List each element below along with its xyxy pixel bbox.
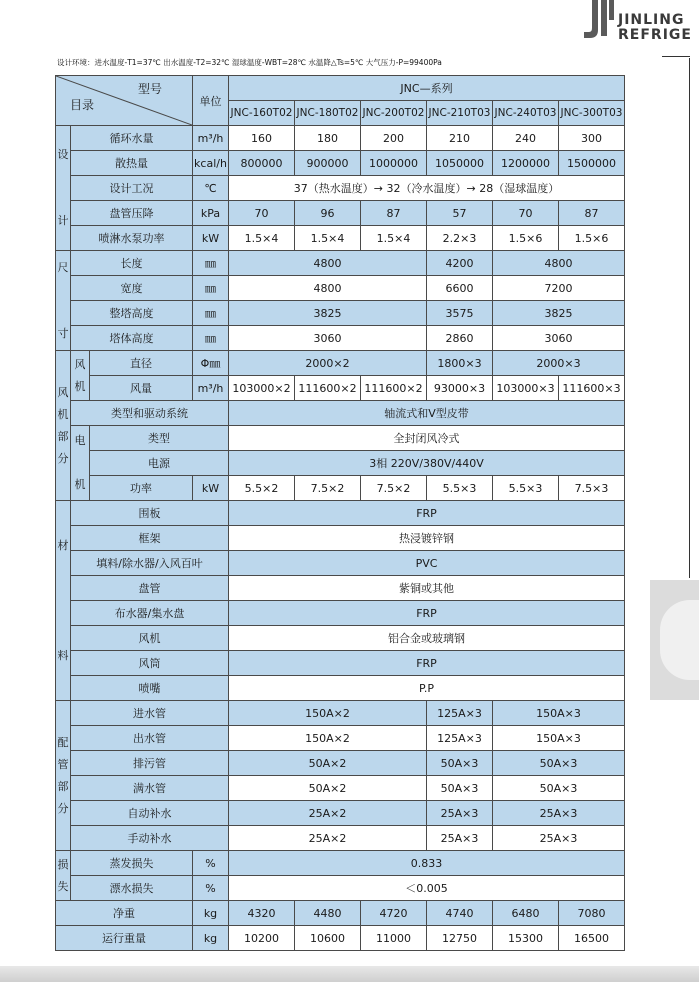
value-cell: 50A×3 bbox=[427, 751, 493, 776]
decor-line-vertical bbox=[689, 58, 690, 578]
value-cell: 1.5×6 bbox=[493, 226, 559, 251]
value-cell: 4200 bbox=[427, 251, 493, 276]
model-header: JNC-210T03 bbox=[427, 101, 493, 126]
group-material: 材 料 bbox=[56, 501, 71, 701]
group-fan-section: 风 机 部 分 bbox=[56, 351, 71, 501]
value-cell: 111600×2 bbox=[361, 376, 427, 401]
row-label: 循环水量 bbox=[71, 126, 193, 151]
model-header: JNC-180T02 bbox=[295, 101, 361, 126]
value-cell: 37（热水温度）→ 32（冷水温度）→ 28（湿球温度） bbox=[229, 176, 625, 201]
value-cell: 12750 bbox=[427, 926, 493, 951]
value-cell: 25A×3 bbox=[427, 826, 493, 851]
unit-cell: kW bbox=[193, 226, 229, 251]
value-cell: 96 bbox=[295, 201, 361, 226]
model-header: JNC-160T02 bbox=[229, 101, 295, 126]
design-environment-text: 设计环境：进水温度-T1=37℃ 出水温度-T2=32℃ 湿球温度-WBT=28℃ 水温降△Ts=5℃ 大气压力-P=99400Pa bbox=[57, 58, 442, 67]
value-cell: 25A×3 bbox=[493, 826, 625, 851]
value-cell: 87 bbox=[361, 201, 427, 226]
value-cell: 25A×2 bbox=[229, 801, 427, 826]
value-cell: 103000×2 bbox=[229, 376, 295, 401]
value-cell: 15300 bbox=[493, 926, 559, 951]
row-label: 漂水损失 bbox=[71, 876, 193, 901]
unit-cell: kW bbox=[193, 476, 229, 501]
value-cell: 1200000 bbox=[493, 151, 559, 176]
value-cell: PVC bbox=[229, 551, 625, 576]
value-cell: 111600×3 bbox=[559, 376, 625, 401]
value-cell: 5.5×3 bbox=[493, 476, 559, 501]
value-cell: 150A×3 bbox=[493, 726, 625, 751]
value-cell: 300 bbox=[559, 126, 625, 151]
value-cell: FRP bbox=[229, 501, 625, 526]
value-cell: 125A×3 bbox=[427, 701, 493, 726]
row-label: 布水器/集水盘 bbox=[71, 601, 229, 626]
unit-cell: m³/h bbox=[193, 126, 229, 151]
value-cell: 1050000 bbox=[427, 151, 493, 176]
value-cell: 93000×3 bbox=[427, 376, 493, 401]
row-label: 类型和驱动系统 bbox=[71, 401, 229, 426]
value-cell: 铝合金或玻璃钢 bbox=[229, 626, 625, 651]
unit-cell: % bbox=[193, 851, 229, 876]
row-label: 电源 bbox=[90, 451, 229, 476]
value-cell: 2000×2 bbox=[229, 351, 427, 376]
value-cell: 2860 bbox=[427, 326, 493, 351]
model-header: JNC-200T02 bbox=[361, 101, 427, 126]
value-cell: 200 bbox=[361, 126, 427, 151]
value-cell: 70 bbox=[229, 201, 295, 226]
decor-bottom-band bbox=[0, 966, 699, 982]
row-label: 运行重量 bbox=[56, 926, 193, 951]
value-cell: 7.5×2 bbox=[295, 476, 361, 501]
row-label: 围板 bbox=[71, 501, 229, 526]
value-cell: 50A×3 bbox=[493, 751, 625, 776]
row-label: 出水管 bbox=[71, 726, 229, 751]
value-cell: 50A×3 bbox=[493, 776, 625, 801]
row-label: 长度 bbox=[71, 251, 193, 276]
row-label: 风量 bbox=[90, 376, 193, 401]
value-cell: 25A×2 bbox=[229, 826, 427, 851]
value-cell: 5.5×3 bbox=[427, 476, 493, 501]
group-loss: 损 失 bbox=[56, 851, 71, 901]
value-cell: 5.5×2 bbox=[229, 476, 295, 501]
value-cell: 103000×3 bbox=[493, 376, 559, 401]
row-label: 满水管 bbox=[71, 776, 229, 801]
value-cell: 11000 bbox=[361, 926, 427, 951]
unit-cell: kcal/h bbox=[193, 151, 229, 176]
brand-line-1: JINLING bbox=[618, 12, 685, 28]
value-cell: 180 bbox=[295, 126, 361, 151]
value-cell: 1800×3 bbox=[427, 351, 493, 376]
value-cell: 4740 bbox=[427, 901, 493, 926]
value-cell: 900000 bbox=[295, 151, 361, 176]
brand-logo bbox=[584, 0, 699, 44]
value-cell: 热浸镀锌钢 bbox=[229, 526, 625, 551]
value-cell: P.P bbox=[229, 676, 625, 701]
value-cell: 7200 bbox=[493, 276, 625, 301]
row-label: 散热量 bbox=[71, 151, 193, 176]
value-cell: 25A×3 bbox=[493, 801, 625, 826]
unit-cell: % bbox=[193, 876, 229, 901]
group-motor: 电 机 bbox=[71, 426, 90, 501]
value-cell: FRP bbox=[229, 601, 625, 626]
value-cell: 150A×3 bbox=[493, 701, 625, 726]
unit-cell: ㎜ bbox=[193, 326, 229, 351]
value-cell: ＜0.005 bbox=[229, 876, 625, 901]
row-label: 类型 bbox=[90, 426, 229, 451]
value-cell: 3825 bbox=[229, 301, 427, 326]
value-cell: 4800 bbox=[229, 251, 427, 276]
row-label: 风机 bbox=[71, 626, 229, 651]
value-cell: 0.833 bbox=[229, 851, 625, 876]
group-piping: 配 管 部 分 bbox=[56, 701, 71, 851]
row-label: 盘管压降 bbox=[71, 201, 193, 226]
value-cell: 10600 bbox=[295, 926, 361, 951]
value-cell: 25A×3 bbox=[427, 801, 493, 826]
unit-cell: ℃ bbox=[193, 176, 229, 201]
logo-mark-icon bbox=[584, 0, 614, 44]
value-cell: 240 bbox=[493, 126, 559, 151]
value-cell: 125A×3 bbox=[427, 726, 493, 751]
value-cell: 800000 bbox=[229, 151, 295, 176]
value-cell: 4720 bbox=[361, 901, 427, 926]
value-cell: 50A×2 bbox=[229, 776, 427, 801]
value-cell: 1.5×4 bbox=[361, 226, 427, 251]
group-design: 设 计 bbox=[56, 126, 71, 251]
value-cell: 7.5×2 bbox=[361, 476, 427, 501]
row-label: 直径 bbox=[90, 351, 193, 376]
spec-table bbox=[55, 75, 625, 951]
unit-header: 单位 bbox=[193, 76, 229, 126]
row-label: 风筒 bbox=[71, 651, 229, 676]
value-cell: 紫铜或其他 bbox=[229, 576, 625, 601]
decor-side-tab bbox=[650, 580, 699, 700]
value-cell: 210 bbox=[427, 126, 493, 151]
unit-cell: kPa bbox=[193, 201, 229, 226]
row-label: 填料/除水器/入风百叶 bbox=[71, 551, 229, 576]
value-cell: 150A×2 bbox=[229, 701, 427, 726]
value-cell: 3060 bbox=[229, 326, 427, 351]
value-cell: 2.2×3 bbox=[427, 226, 493, 251]
model-label: 型号 bbox=[138, 82, 163, 96]
unit-cell: kg bbox=[193, 926, 229, 951]
value-cell: 50A×2 bbox=[229, 751, 427, 776]
row-label: 喷淋水泵功率 bbox=[71, 226, 193, 251]
value-cell: 50A×3 bbox=[427, 776, 493, 801]
catalog-label: 目录 bbox=[70, 98, 95, 112]
value-cell: 3060 bbox=[493, 326, 625, 351]
model-header: JNC-240T03 bbox=[493, 101, 559, 126]
row-label: 塔体高度 bbox=[71, 326, 193, 351]
value-cell: 4320 bbox=[229, 901, 295, 926]
value-cell: 1.5×4 bbox=[229, 226, 295, 251]
row-label: 宽度 bbox=[71, 276, 193, 301]
value-cell: 1.5×4 bbox=[295, 226, 361, 251]
row-label: 蒸发损失 bbox=[71, 851, 193, 876]
unit-cell: ㎜ bbox=[193, 276, 229, 301]
unit-cell: ㎜ bbox=[193, 301, 229, 326]
value-cell: 4800 bbox=[493, 251, 625, 276]
decor-line bbox=[662, 56, 690, 57]
value-cell: 3825 bbox=[493, 301, 625, 326]
group-size: 尺 寸 bbox=[56, 251, 71, 351]
value-cell: 全封闭风冷式 bbox=[229, 426, 625, 451]
series-header: JNC—系列 bbox=[229, 76, 625, 101]
row-label: 手动补水 bbox=[71, 826, 229, 851]
value-cell: 6480 bbox=[493, 901, 559, 926]
row-label: 框架 bbox=[71, 526, 229, 551]
unit-cell: ㎜ bbox=[193, 251, 229, 276]
row-label: 自动补水 bbox=[71, 801, 229, 826]
value-cell: 57 bbox=[427, 201, 493, 226]
row-label: 设计工况 bbox=[71, 176, 193, 201]
value-cell: 1500000 bbox=[559, 151, 625, 176]
model-header: JNC-300T03 bbox=[559, 101, 625, 126]
unit-cell: kg bbox=[193, 901, 229, 926]
row-label: 排污管 bbox=[71, 751, 229, 776]
value-cell: 1.5×6 bbox=[559, 226, 625, 251]
value-cell: 160 bbox=[229, 126, 295, 151]
value-cell: 1000000 bbox=[361, 151, 427, 176]
unit-cell: Φ㎜ bbox=[193, 351, 229, 376]
row-label: 进水管 bbox=[71, 701, 229, 726]
group-fan: 风 机 bbox=[71, 351, 90, 401]
row-label: 功率 bbox=[90, 476, 193, 501]
value-cell: 7.5×3 bbox=[559, 476, 625, 501]
row-label: 盘管 bbox=[71, 576, 229, 601]
value-cell: 轴流式和V型皮带 bbox=[229, 401, 625, 426]
value-cell: 16500 bbox=[559, 926, 625, 951]
value-cell: 3575 bbox=[427, 301, 493, 326]
header-corner bbox=[56, 76, 193, 126]
value-cell: FRP bbox=[229, 651, 625, 676]
value-cell: 4480 bbox=[295, 901, 361, 926]
unit-cell: m³/h bbox=[193, 376, 229, 401]
value-cell: 2000×3 bbox=[493, 351, 625, 376]
value-cell: 6600 bbox=[427, 276, 493, 301]
row-label: 喷嘴 bbox=[71, 676, 229, 701]
value-cell: 150A×2 bbox=[229, 726, 427, 751]
row-label: 整塔高度 bbox=[71, 301, 193, 326]
value-cell: 4800 bbox=[229, 276, 427, 301]
row-label: 净重 bbox=[56, 901, 193, 926]
value-cell: 3相 220V/380V/440V bbox=[229, 451, 625, 476]
value-cell: 7080 bbox=[559, 901, 625, 926]
brand-line-2: REFRIGE bbox=[618, 27, 692, 43]
value-cell: 87 bbox=[559, 201, 625, 226]
value-cell: 111600×2 bbox=[295, 376, 361, 401]
value-cell: 10200 bbox=[229, 926, 295, 951]
value-cell: 70 bbox=[493, 201, 559, 226]
